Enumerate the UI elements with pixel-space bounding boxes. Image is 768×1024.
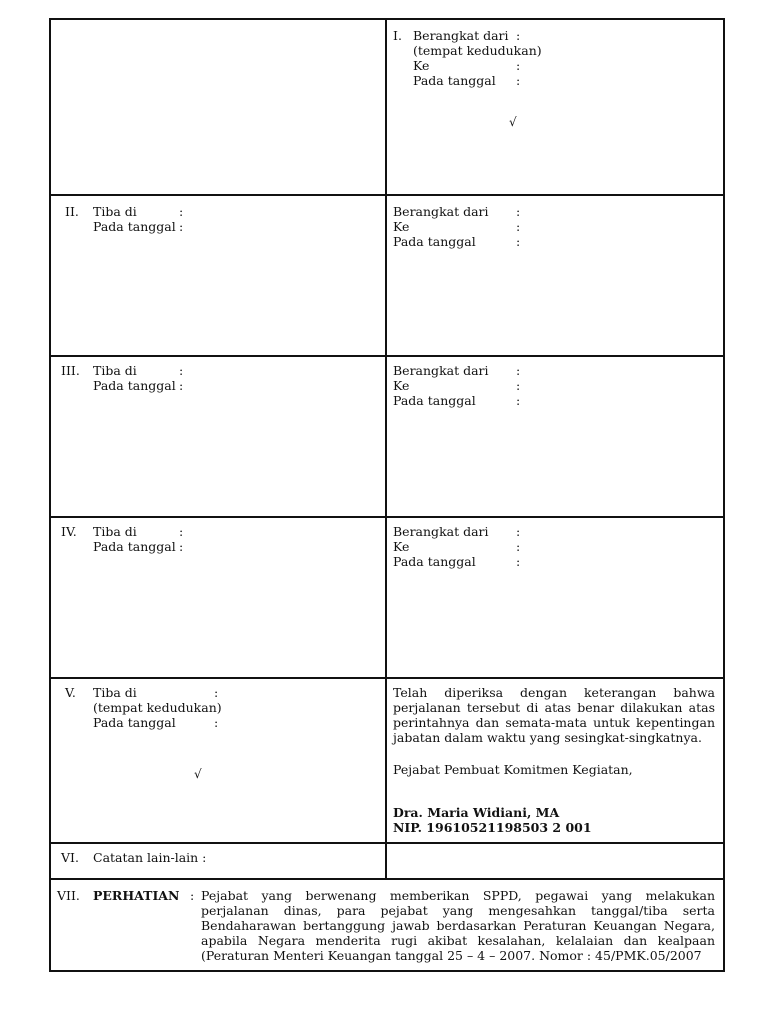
colon: : [516,378,521,393]
colon: : [179,363,184,378]
section-number: II. [65,204,79,219]
section-2-left-cell [50,195,386,356]
date-label: Pada tanggal [413,73,496,88]
section-6-left-cell [50,843,386,879]
official-nip: NIP. 19610521198503 2 001 [393,820,592,835]
section-7-cell [50,879,724,971]
notes-label: Catatan lain-lain : [93,850,207,865]
row-section-5 [50,678,724,843]
colon: : [179,219,184,234]
colon: : [516,554,521,569]
to-label: Ke [393,219,410,234]
colon: : [179,539,184,554]
official-name: Dra. Maria Widiani, MA [393,805,560,820]
check-mark: √ [509,115,517,129]
section-number: I. [393,28,402,43]
arrive-sub-label: (tempat kedudukan) [93,700,222,715]
date-label: Pada tanggal [393,554,476,569]
attention-text: Pejabat yang berwenang memberikan SPPD, pegawai yang melakukan perjalanan dinas, para pejabat yang mengesahkan tanggal/tiba serta Bendaharawan bertanggung jawab berdasarkan Peraturan Keuangan Negara, apabila Negara menderita rugi akibat kesalahan, kelalaian dan kealpaan (Peraturan Menteri Keuangan tanggal 25 – 4 – 2007. Nomor : 45/PMK.05/2007 [201,888,715,963]
arrive-label: Tiba di [93,685,137,700]
depart-label: Berangkat dari [393,363,489,378]
row-section-6 [50,843,724,879]
depart-label: Berangkat dari [413,28,509,43]
colon: : [516,28,521,43]
row-section-2 [50,195,724,356]
section-number: VII. [57,888,80,903]
arrive-label: Tiba di [93,204,137,219]
section-number: IV. [61,524,77,539]
colon: : [214,685,219,700]
official-title: Pejabat Pembuat Komitmen Kegiatan, [393,762,633,777]
row-section-7 [50,879,724,971]
date-label: Pada tanggal [93,378,176,393]
section-4-left-cell [50,517,386,678]
section-4-right-cell [386,517,724,678]
section-3-right-cell [386,356,724,517]
to-label: Ke [413,58,430,73]
arrive-label: Tiba di [93,363,137,378]
colon: : [516,363,521,378]
section-1-right-cell [386,19,724,195]
colon: : [516,58,521,73]
section-number: V. [65,685,76,700]
colon: : [190,888,195,903]
sppd-form [49,18,723,972]
section-2-right-cell [386,195,724,356]
row-section-1 [50,19,724,195]
colon: : [516,524,521,539]
colon: : [179,524,184,539]
section-5-left-cell [50,678,386,843]
section-3-left-cell [50,356,386,517]
to-label: Ke [393,378,410,393]
row-section-4 [50,517,724,678]
colon: : [516,393,521,408]
date-label: Pada tanggal [93,539,176,554]
arrive-label: Tiba di [93,524,137,539]
section-6-right-cell [386,843,724,879]
depart-label: Berangkat dari [393,204,489,219]
travel-record-table [49,18,725,972]
date-label: Pada tanggal [93,219,176,234]
check-mark: √ [194,767,202,781]
section-5-right-cell [386,678,724,843]
colon: : [214,715,219,730]
section-1-left-cell [50,19,386,195]
to-label: Ke [393,539,410,554]
colon: : [516,539,521,554]
section-number: VI. [61,850,79,865]
colon: : [516,234,521,249]
date-label: Pada tanggal [93,715,176,730]
verification-statement: Telah diperiksa dengan keterangan bahwa perjalanan tersebut di atas benar dilakukan atas perintahnya dan semata-mata untuk kepentingan jabatan dalam waktu yang sesingkat-singkatnya. [393,685,715,745]
section-number: III. [61,363,80,378]
colon: : [516,204,521,219]
attention-label: PERHATIAN [93,888,180,903]
depart-sub-label: (tempat kedudukan) [413,43,542,58]
date-label: Pada tanggal [393,393,476,408]
depart-label: Berangkat dari [393,524,489,539]
colon: : [516,73,521,88]
date-label: Pada tanggal [393,234,476,249]
colon: : [516,219,521,234]
row-section-3 [50,356,724,517]
colon: : [179,378,184,393]
colon: : [179,204,184,219]
